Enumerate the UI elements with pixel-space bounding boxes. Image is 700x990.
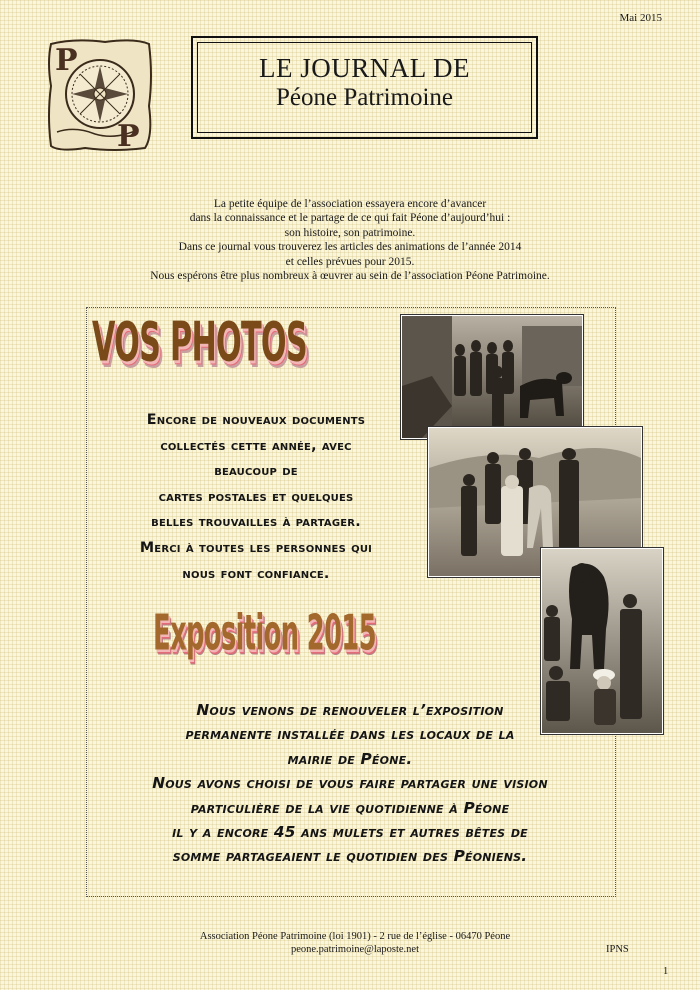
archive-photo-villagers bbox=[401, 315, 583, 439]
photos-text-line: Merci à toutes les personnes qui bbox=[139, 539, 373, 556]
footer-address: Association Péone Patrimoine (loi 1901) - 2 rue de l’église - 06470 Péone bbox=[199, 931, 511, 942]
exposition-text-line: mairie de Péone. bbox=[287, 749, 413, 768]
exposition-text-line: somme partageaient le quotidien des Péoniens. bbox=[172, 847, 528, 866]
intro-line: La petite équipe de l’association essayera encore d’avancer bbox=[213, 198, 487, 210]
photos-text-line: belles trouvailles à partager. bbox=[151, 514, 361, 531]
page-number: 1 bbox=[663, 966, 669, 977]
exposition-text-line: Nous venons de renouveler l’exposition bbox=[196, 701, 504, 719]
photos-heading: VOS PHOTOS bbox=[92, 310, 307, 374]
photos-text bbox=[88, 408, 424, 587]
title-box bbox=[191, 36, 538, 139]
exposition-text-line: il y a encore 45 ans mulets et autres bêtes de bbox=[172, 823, 528, 842]
logo-letter: P bbox=[55, 43, 78, 78]
intro-line: et celles prévues pour 2015. bbox=[285, 255, 415, 268]
footer-email: peone.patrimoine@laposte.net bbox=[290, 944, 420, 955]
exposition-text-line: permanente installée dans les locaux de la bbox=[185, 725, 515, 744]
intro-paragraph bbox=[60, 197, 640, 283]
ipns-label: IPNS bbox=[606, 944, 629, 955]
intro-line: Dans ce journal vous trouverez les articles des animations de l’année 2014 bbox=[178, 241, 522, 254]
photos-text-line: cartes postales et quelques bbox=[158, 488, 354, 505]
intro-line: Nous espérons être plus nombreux à œuvrer au sein de l’association Péone Patrimoine. bbox=[150, 270, 550, 283]
exposition-text bbox=[86, 698, 614, 869]
intro-line: dans la connaissance et le partage de ce qui fait Péone d’aujourd’hui : bbox=[189, 212, 511, 225]
photos-text-line: beaucoup de bbox=[214, 463, 298, 480]
issue-date: Mai 2015 bbox=[619, 12, 662, 24]
footer bbox=[150, 930, 560, 956]
association-logo bbox=[45, 36, 155, 154]
logo-letter: P bbox=[117, 119, 140, 154]
photos-text-line: nous font confiance. bbox=[182, 565, 330, 582]
intro-line: son histoire, son patrimoine. bbox=[284, 226, 416, 239]
exposition-text-line: particulière de la vie quotidienne à Péone bbox=[190, 798, 510, 817]
exposition-text-line: Nous avons choisi de vous faire partager une vision bbox=[152, 774, 548, 793]
photos-text-line: collectés cette année, avec bbox=[160, 437, 352, 454]
exposition-heading: Exposition 2015 bbox=[153, 604, 376, 662]
page-subtitle: Péone Patrimoine bbox=[275, 84, 454, 111]
photos-text-line: Encore de nouveaux documents bbox=[146, 412, 366, 428]
page-title: LE JOURNAL DE bbox=[259, 53, 470, 83]
